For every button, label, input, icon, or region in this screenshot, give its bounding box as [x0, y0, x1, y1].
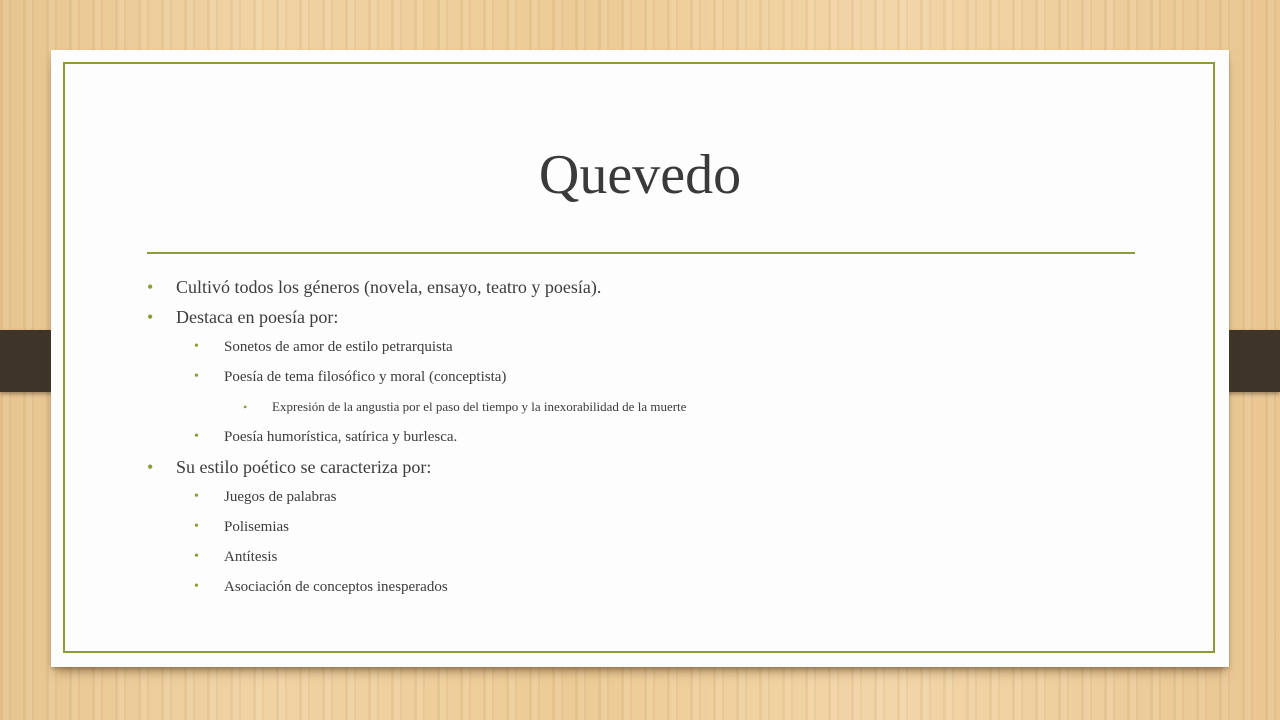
sub-bullet-item: • Poesía humorística, satírica y burlesca. — [147, 422, 1137, 452]
sub-bullet-item: • Asociación de conceptos inesperados — [147, 572, 1137, 602]
sub-bullet-item: • Juegos de palabras — [147, 482, 1137, 512]
sub-bullet-item: • Poesía de tema filosófico y moral (conceptista) — [147, 362, 1137, 392]
bullet-item: • Destaca en poesía por: — [147, 302, 1137, 332]
sub-sub-bullet-item: • Expresión de la angustia por el paso del tiempo y la inexorabilidad de la muerte — [147, 392, 1137, 422]
sub-bullet-item: • Antítesis — [147, 542, 1137, 572]
title-divider — [147, 252, 1135, 254]
sub-bullet-item: • Sonetos de amor de estilo petrarquista — [147, 332, 1137, 362]
slide — [51, 50, 1229, 667]
bullet-item: • Cultivó todos los géneros (novela, ensayo, teatro y poesía). — [147, 272, 1137, 302]
slide-title: Quevedo — [538, 144, 742, 206]
sub-bullet-item: • Polisemias — [147, 512, 1137, 542]
bullet-list — [147, 272, 1137, 602]
bullet-item: • Su estilo poético se caracteriza por: — [147, 452, 1137, 482]
